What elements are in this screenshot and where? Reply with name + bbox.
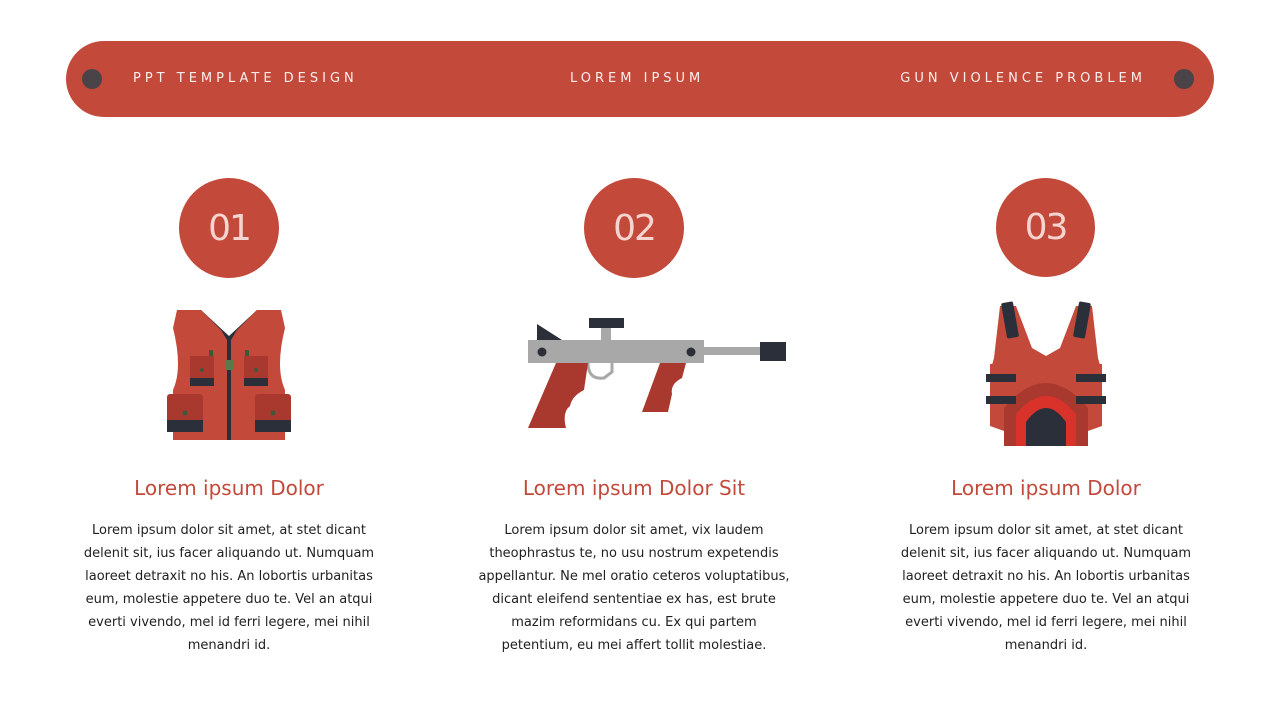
- column-body: Lorem ipsum dolor sit amet, at stet dicant delenit sit, ius facer aliquando ut. Numquam laoreet detraxit no his. An lobortis urbanitas eum, molestie appetere duo te. Vel an atqui everti vivendo, mel id ferri legere, mei nihil menandri id.: [900, 523, 1192, 653]
- header-left-text: PPT TEMPLATE DESIGN: [133, 71, 358, 86]
- header-right-text: GUN VIOLENCE PROBLEM: [900, 71, 1146, 86]
- column-title: Lorem ipsum Dolor: [951, 476, 1141, 500]
- number-badge: [584, 178, 684, 278]
- number-label: 03: [1024, 207, 1067, 248]
- feature-column-1: [49, 178, 409, 678]
- bulletproof-vest-icon: [866, 298, 1226, 448]
- feature-column-3: [866, 178, 1226, 678]
- column-body: Lorem ipsum dolor sit amet, at stet dicant delenit sit, ius facer aliquando ut. Numquam laoreet detraxit no his. An lobortis urbanitas eum, molestie appetere duo te. Vel an atqui everti vivendo, mel id ferri legere, mei nihil menandri id.: [83, 523, 375, 653]
- tactical-vest-icon: [49, 298, 409, 448]
- header-dot-right: [1174, 69, 1194, 89]
- header-dot-left: [82, 69, 102, 89]
- header-center-text: LOREM IPSUM: [570, 71, 705, 86]
- header-bar: [66, 41, 1214, 117]
- column-body: Lorem ipsum dolor sit amet, vix laudem theophrastus te, no usu nostrum expetendis appellantur. Ne mel oratio ceteros voluptatibus, dicant eleifend sententiae ex has, est brute mazim reformidans cu. Ex qui partem petentium, eu mei affert tollit molestiae.: [478, 523, 790, 653]
- number-label: 01: [208, 207, 250, 249]
- column-title: Lorem ipsum Dolor Sit: [522, 476, 746, 500]
- rifle-icon: [454, 298, 814, 448]
- number-badge: [996, 178, 1095, 277]
- number-badge: [179, 178, 279, 278]
- number-label: 02: [613, 207, 655, 249]
- feature-column-2: [454, 178, 814, 678]
- column-title: Lorem ipsum Dolor: [134, 476, 324, 500]
